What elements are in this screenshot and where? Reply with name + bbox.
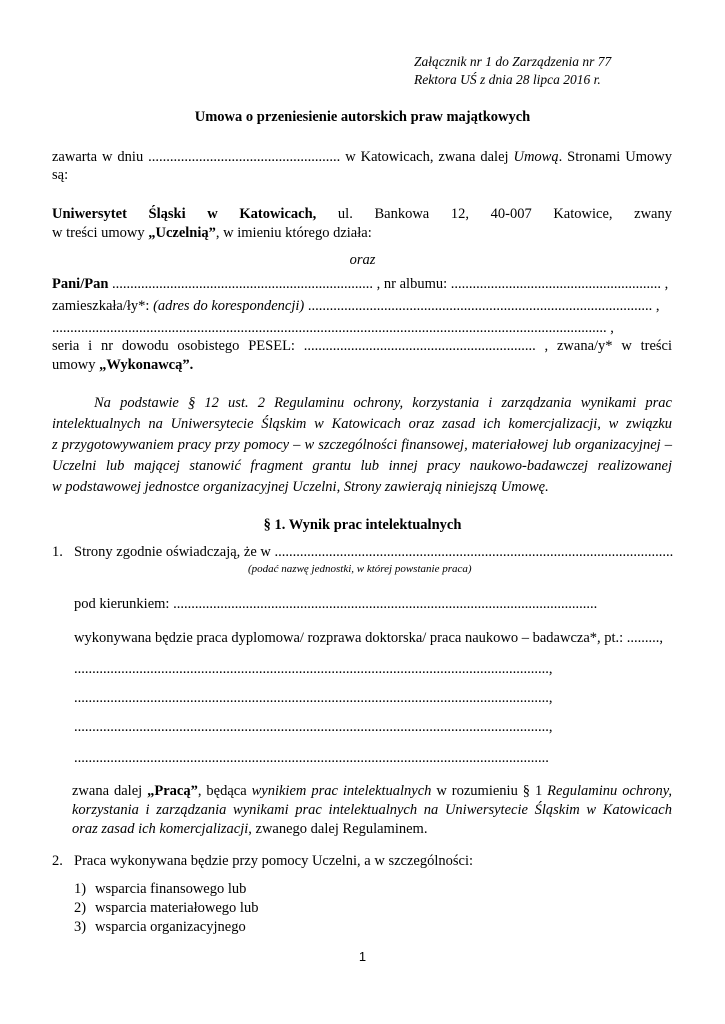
party1-line-1: Uniwersytet Śląski w Katowicach, ul. Bankowa 12, 40-007 Katowice, zwany [52,206,672,222]
subitem-number: 3) [74,919,87,935]
dotted-line: ................................................................................................................................... [74,750,549,766]
preamble-line: intelektualnych na Uniwersytecie Śląskim w Katowicach oraz zasad ich komercjalizacji, w związku [52,416,672,432]
header-line-2: Rektora UŚ z dnia 28 lipca 2016 r. [414,72,601,87]
party1-line-2: w treści umowy „Uczelnią”, w imieniu którego działa: [52,225,372,241]
item-1-text: Strony zgodnie oświadczają, że w .............................................................................................................. [74,544,674,560]
party2-line-5: umowy „Wykonawcą”. [52,357,194,373]
preamble-line: Na podstawie § 12 ust. 2 Regulaminu ochrony, korzystania i zarządzania wynikami prac [94,395,672,411]
supervisor-line: pod kierunkiem: ..................................................................................................................... [74,596,598,612]
preamble-line: w podstawowej jednostce organizacyjnej Uczelni, Strony zawierają niniejszą Umowę. [52,479,549,495]
party2-line-3: ......................................................................................................................................................... , [52,320,614,336]
party2-line-2: zamieszkała/ły*: (adres do korespondencji) ............................................................................................... , [52,298,660,314]
preamble-line: Uczelni lub mającej stanowić fragment grantu lub innej pracy naukowo-badawczej realizowanej [52,458,672,474]
item-1-hint: (podać nazwę jednostki, w której powstanie praca) [248,563,472,575]
work-title-line: wykonywana będzie praca dyplomowa/ rozprawa doktorska/ praca naukowo – badawcza*, pt.: ........., [74,630,664,646]
party2-line-4: seria i nr dowodu osobistego PESEL: ................................................................ , zwana/y* w treści [52,338,672,354]
item-2-number: 2. [52,853,63,869]
header-line-1: Załącznik nr 1 do Zarządzenia nr 77 [414,54,612,69]
dotted-line: ..................................................................................................................................., [74,719,553,735]
subitem-number: 2) [74,900,87,916]
document-title: Umowa o przeniesienie autorskich praw majątkowych [194,109,531,125]
subitem-text: wsparcia materiałowego lub [95,900,259,916]
item-2-text: Praca wykonywana będzie przy pomocy Uczelni, a w szczególności: [74,853,473,869]
preamble-line: z przygotowywaniem pracy przy pomocy – w szczególności finansowej, materiałowej lub organizacyjnej – [52,437,672,453]
subitem-text: wsparcia organizacyjnego [95,919,246,935]
definition-line-1: zwana dalej „Pracą”, będąca wynikiem prac intelektualnych w rozumieniu § 1 Regulaminu ochrony, [72,783,672,799]
intro-line-1: zawarta w dniu ..................................................... w Katowicach, zwana dalej Umową. Stronami Umowy [52,149,672,165]
page-number: 1 [358,949,367,964]
party2-line-1: Pani/Pan ........................................................................ , nr albumu: .......................................................... , [52,276,669,292]
item-1-number: 1. [52,544,63,560]
oraz-label: oraz [349,252,376,268]
intro-line-2: są: [52,167,69,183]
section-1-heading: § 1. Wynik prac intelektualnych [263,517,462,533]
definition-line-2: korzystania i zarządzania wynikami prac intelektualnych na Uniwersytecie Śląskim w Katowicach [72,802,672,818]
dotted-line: ..................................................................................................................................., [74,661,553,677]
subitem-number: 1) [74,881,87,897]
dotted-line: ..................................................................................................................................., [74,690,553,706]
definition-line-3: oraz zasad ich komercjalizacji, zwanego dalej Regulaminem. [72,821,428,837]
subitem-text: wsparcia finansowego lub [95,881,247,897]
